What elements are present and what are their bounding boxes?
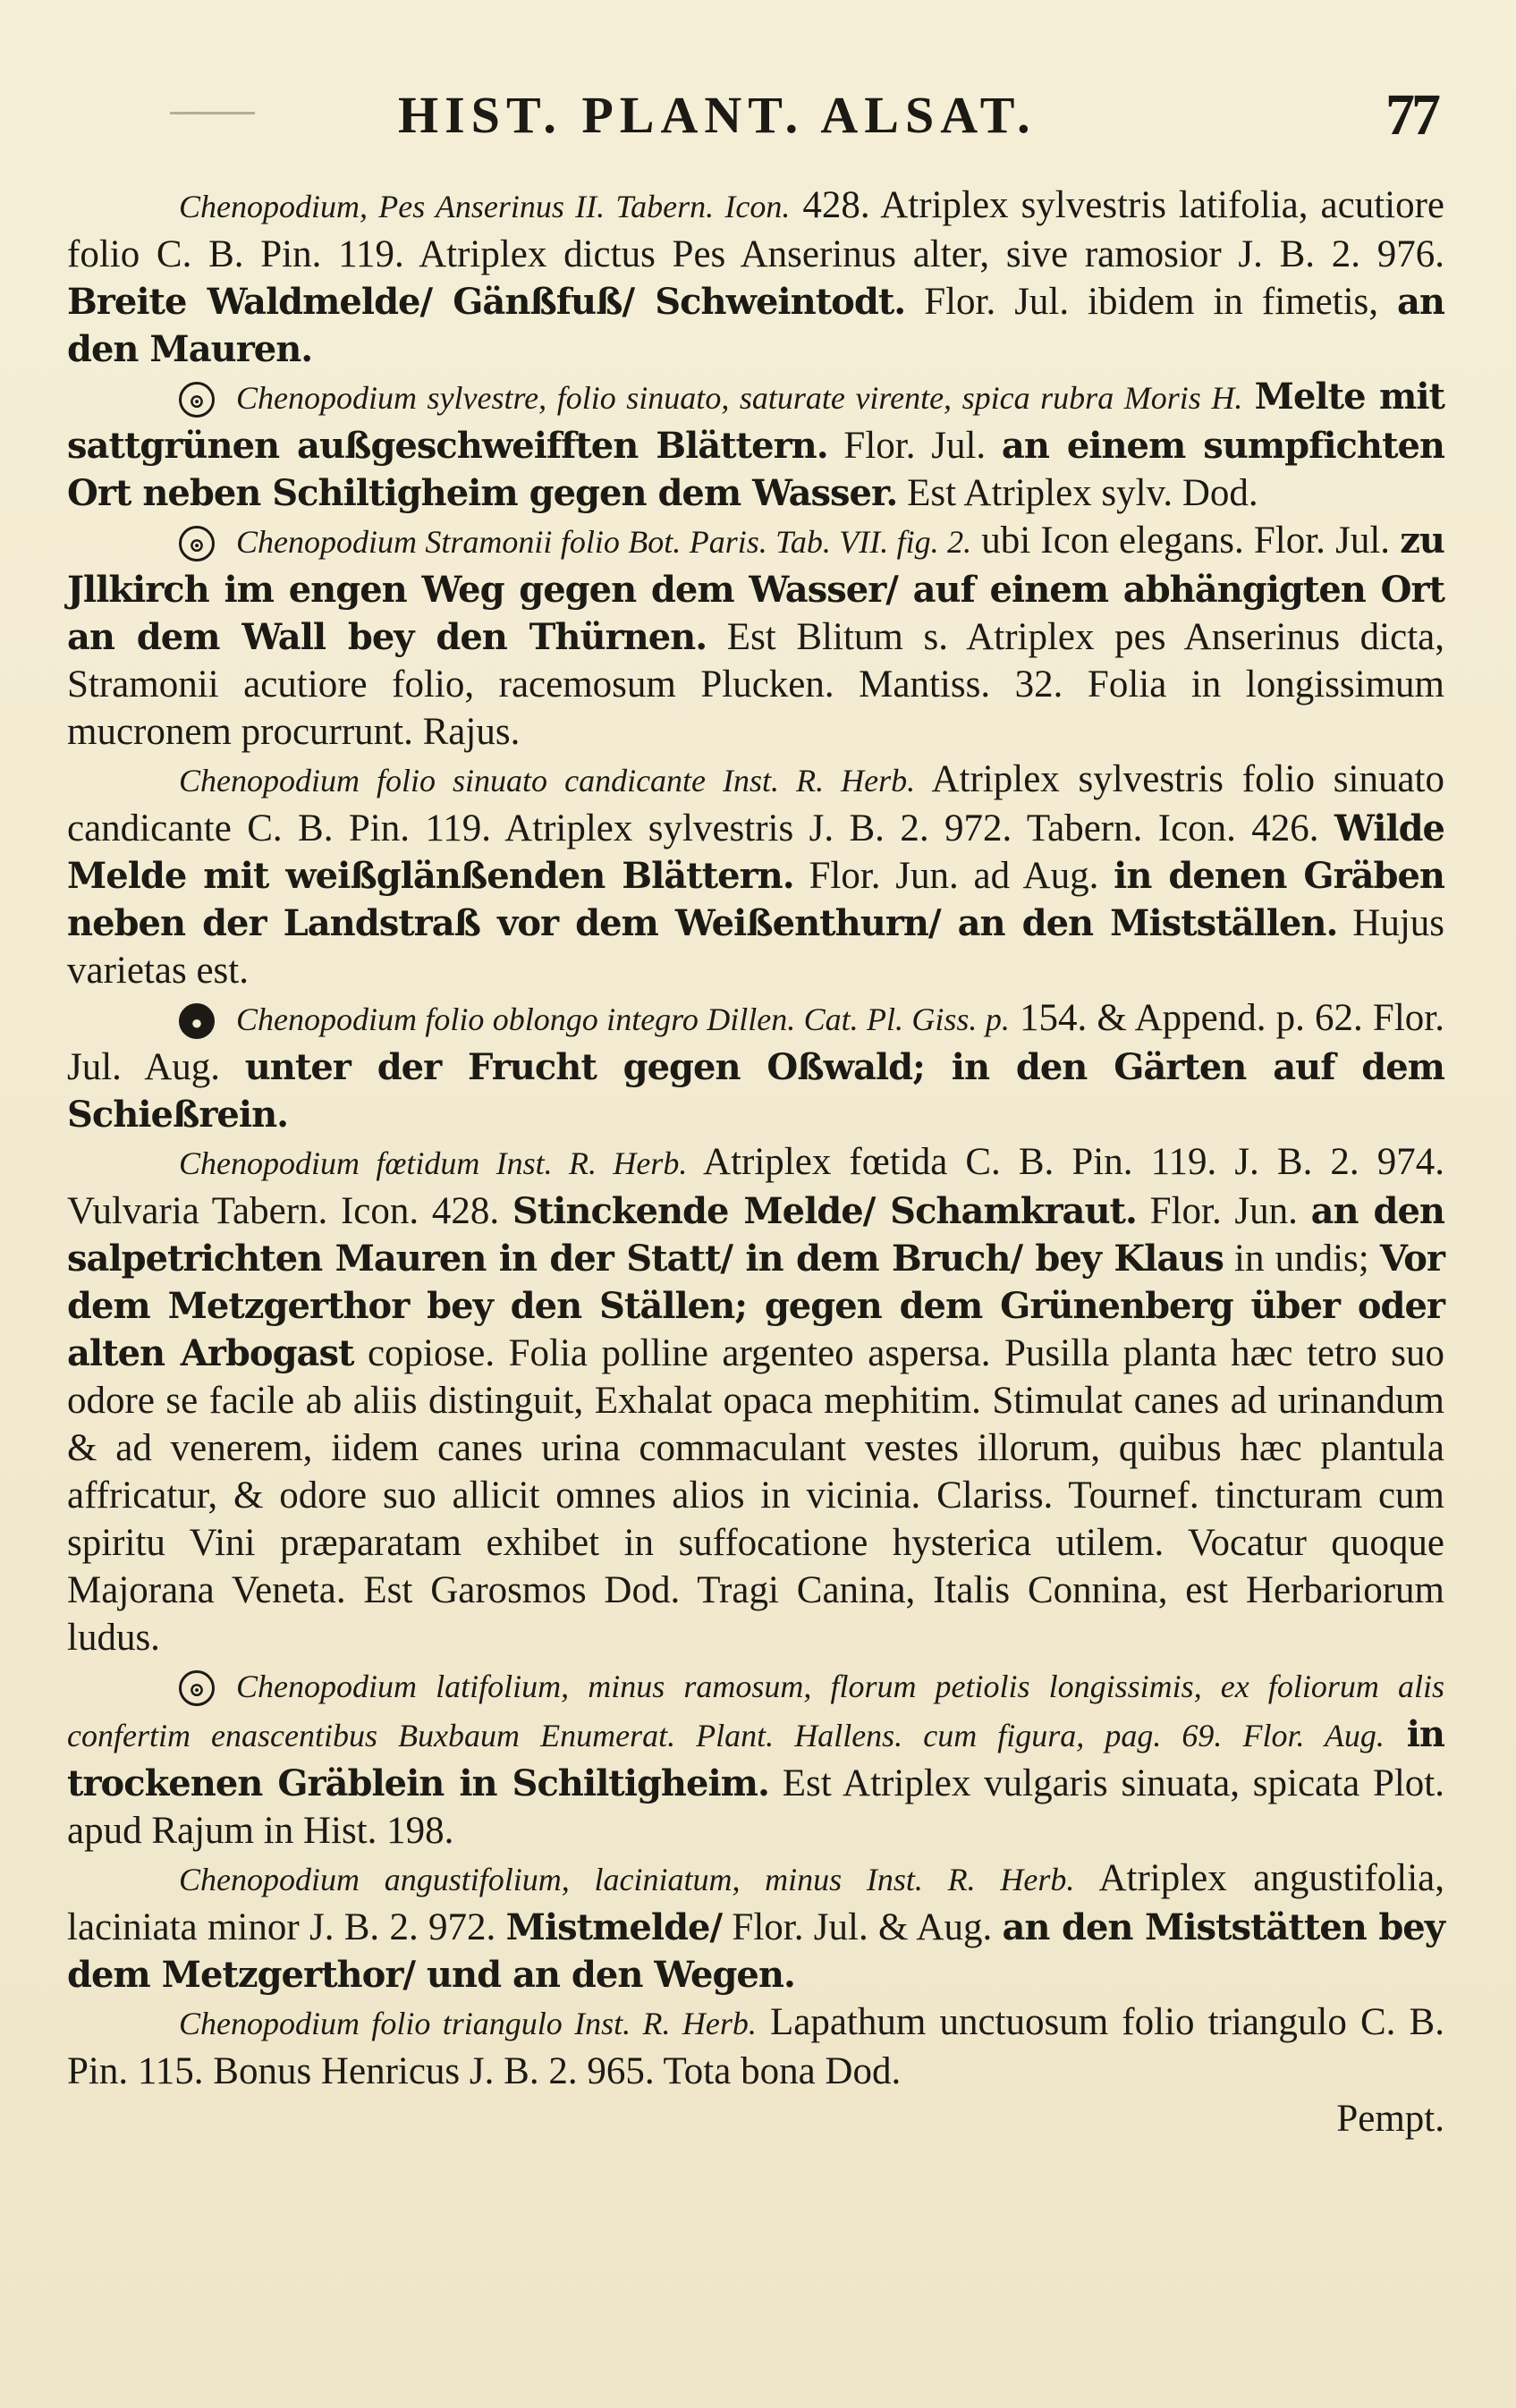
latin-name: Chenopodium, Pes Anserinus II. Tabern. Icon. xyxy=(179,189,791,224)
body-text xyxy=(1385,1713,1407,1755)
latin-name: Chenopodium folio oblongo integro Dillen. Cat. Pl. Giss. p. xyxy=(236,1001,1010,1037)
plant-entry xyxy=(67,1661,1444,1855)
running-head: HIST. PLANT. ALSAT. xyxy=(398,86,1037,144)
german-text: an den Mauren. xyxy=(67,281,1445,370)
plant-entry xyxy=(67,756,1444,994)
body-text: Flor. Jul. xyxy=(827,425,1002,467)
german-text: Stinckende Melde/ Schamkraut. xyxy=(512,1190,1137,1232)
annual-symbol-icon: ⊙ xyxy=(179,382,215,418)
plant-entry xyxy=(67,517,1444,756)
header-rule xyxy=(170,112,255,114)
body-text: Flor. Jul. ibidem in fimetis, xyxy=(905,281,1398,323)
body-text: Lapathum unctuosum folio triangulo C. B. Pin. 115. Bonus Henricus J. B. 2. 965. Tota bona Dod. xyxy=(67,2001,1444,2092)
german-text: an den salpetrichten Mauren in der Statt/ in dem Bruch/ bey Klaus xyxy=(67,1190,1444,1280)
body-text: ubi Icon elegans. Flor. Jul. xyxy=(971,520,1401,562)
german-text: Wilde Melde mit weißglänßenden Blättern. xyxy=(67,807,1444,897)
body-text: Est Atriplex sylv. Dod. xyxy=(897,472,1258,514)
body-text: Flor. Jun. ad Aug. xyxy=(793,855,1114,897)
body-text: Atriplex sylvestris folio sinuato candicante C. B. Pin. 119. Atriplex sylvestris J. B. 2. 972. Tabern. Icon. 426. xyxy=(67,758,1444,849)
german-text: unter der Frucht gegen Oßwald; in den Gärten auf dem Schießrein. xyxy=(67,1046,1444,1136)
plant-entry xyxy=(67,1998,1444,2095)
german-text: in trockenen Gräblein in Schiltigheim. xyxy=(67,1713,1445,1804)
perennial-symbol-icon: ● xyxy=(179,1003,215,1039)
page-number: 77 xyxy=(1385,82,1437,148)
latin-name: Chenopodium angustifolium, laciniatum, minus Inst. R. Herb. xyxy=(179,1862,1075,1897)
plant-entry xyxy=(67,1138,1444,1661)
page-header xyxy=(67,82,1444,165)
german-text: Mistmelde/ xyxy=(505,1906,723,1948)
latin-name: Chenopodium fœtidum Inst. R. Herb. xyxy=(179,1145,688,1181)
body-text: Flor. Jun. xyxy=(1136,1190,1311,1232)
german-text: Breite Waldmelde/ Gänßfuß/ Schweintodt. xyxy=(67,281,906,323)
body-text: Est Atriplex vulgaris sinuata, spicata Plot. apud Rajum in Hist. 198. xyxy=(67,1762,1444,1852)
catchword: Pempt. xyxy=(1336,2098,1444,2140)
plant-entry xyxy=(67,373,1444,517)
german-text: Melte mit sattgrünen außgeschweifften Blättern. xyxy=(67,376,1445,467)
entries-body xyxy=(67,182,1444,2095)
german-text: an den Miststätten bey dem Metzgerthor/ und an den Wegen. xyxy=(67,1906,1444,1996)
german-text: zu Jllkirch im engen Weg gegen dem Wasser/ auf einem abhängigten Ort an dem Wall bey den Thürnen. xyxy=(67,520,1445,658)
body-text: in undis; xyxy=(1223,1238,1380,1280)
german-text: in denen Gräben neben der Landstraß vor dem Weißenthurn/ an den Mistställen. xyxy=(67,855,1445,944)
body-text: copiose. Folia polline argenteo aspersa. Pusilla planta hæc tetro suo odore se facile ab aliis distinguit, Exhalat opaca mephitim. Stimulat canes ad urinandum & ad venerem, iidem canes urina commaculant vestes illorum, quibus hæc plantula affricatur, & odore suo allicit omnes alios in vicinia. Clariss. Tournef. tincturam cum spiritu Vini præparatam exhibet in suffocatione hysterica utilem. Vocatur quoque Majorana Veneta. Est Garosmos Dod. Tragi Canina, Italis Connina, est Herbariorum ludus. xyxy=(67,1332,1444,1659)
latin-name: Chenopodium Stramonii folio Bot. Paris. Tab. VII. fig. 2. xyxy=(236,524,972,560)
latin-name: Chenopodium latifolium, minus ramosum, florum petiolis longissimis, ex foliorum alis confertim enascentibus Buxbaum Enumerat. Plant. Hallens. cum figura, pag. 69. Flor. Aug. xyxy=(67,1669,1444,1753)
latin-name: Chenopodium folio triangulo Inst. R. Herb. xyxy=(179,2006,757,2041)
body-text: 428. Atriplex sylvestris latifolia, acutiore folio C. B. Pin. 119. Atriplex dictus Pes Anserinus alter, sive ramosior J. B. 2. 976. xyxy=(67,184,1444,275)
german-text: an einem sumpfichten Ort neben Schiltigheim gegen dem Wasser. xyxy=(67,425,1444,514)
plant-entry xyxy=(67,182,1444,373)
annual-symbol-icon: ⊙ xyxy=(179,526,215,562)
latin-name: Chenopodium sylvestre, folio sinuato, saturate virente, spica rubra Moris H. xyxy=(236,380,1243,416)
latin-name: Chenopodium folio sinuato candicante Inst. R. Herb. xyxy=(179,763,916,798)
body-text: 154. & Append. p. 62. Flor. Jul. Aug. xyxy=(67,997,1444,1088)
plant-entry xyxy=(67,994,1444,1138)
body-text: Hujus varietas est. xyxy=(67,902,1445,992)
body-text: Flor. Jul. & Aug. xyxy=(722,1906,1003,1948)
body-text: Atriplex fœtida C. B. Pin. 119. J. B. 2. 974. Vulvaria Tabern. Icon. 428. xyxy=(67,1141,1444,1232)
body-text xyxy=(1242,376,1254,418)
annual-symbol-icon: ⊙ xyxy=(179,1670,215,1706)
plant-entry xyxy=(67,1855,1444,1998)
body-text: Atriplex angustifolia, laciniata minor J. B. 2. 972. xyxy=(67,1857,1445,1948)
german-text: Vor dem Metzgerthor bey den Ställen; gegen dem Grünenberg über oder alten Arbogast xyxy=(67,1238,1444,1374)
body-text: Est Blitum s. Atriplex pes Anserinus dicta, Stramonii acutiore folio, racemosum Plucken. Mantiss. 32. Folia in longissimum mucronem procurrunt. Rajus. xyxy=(67,616,1444,753)
